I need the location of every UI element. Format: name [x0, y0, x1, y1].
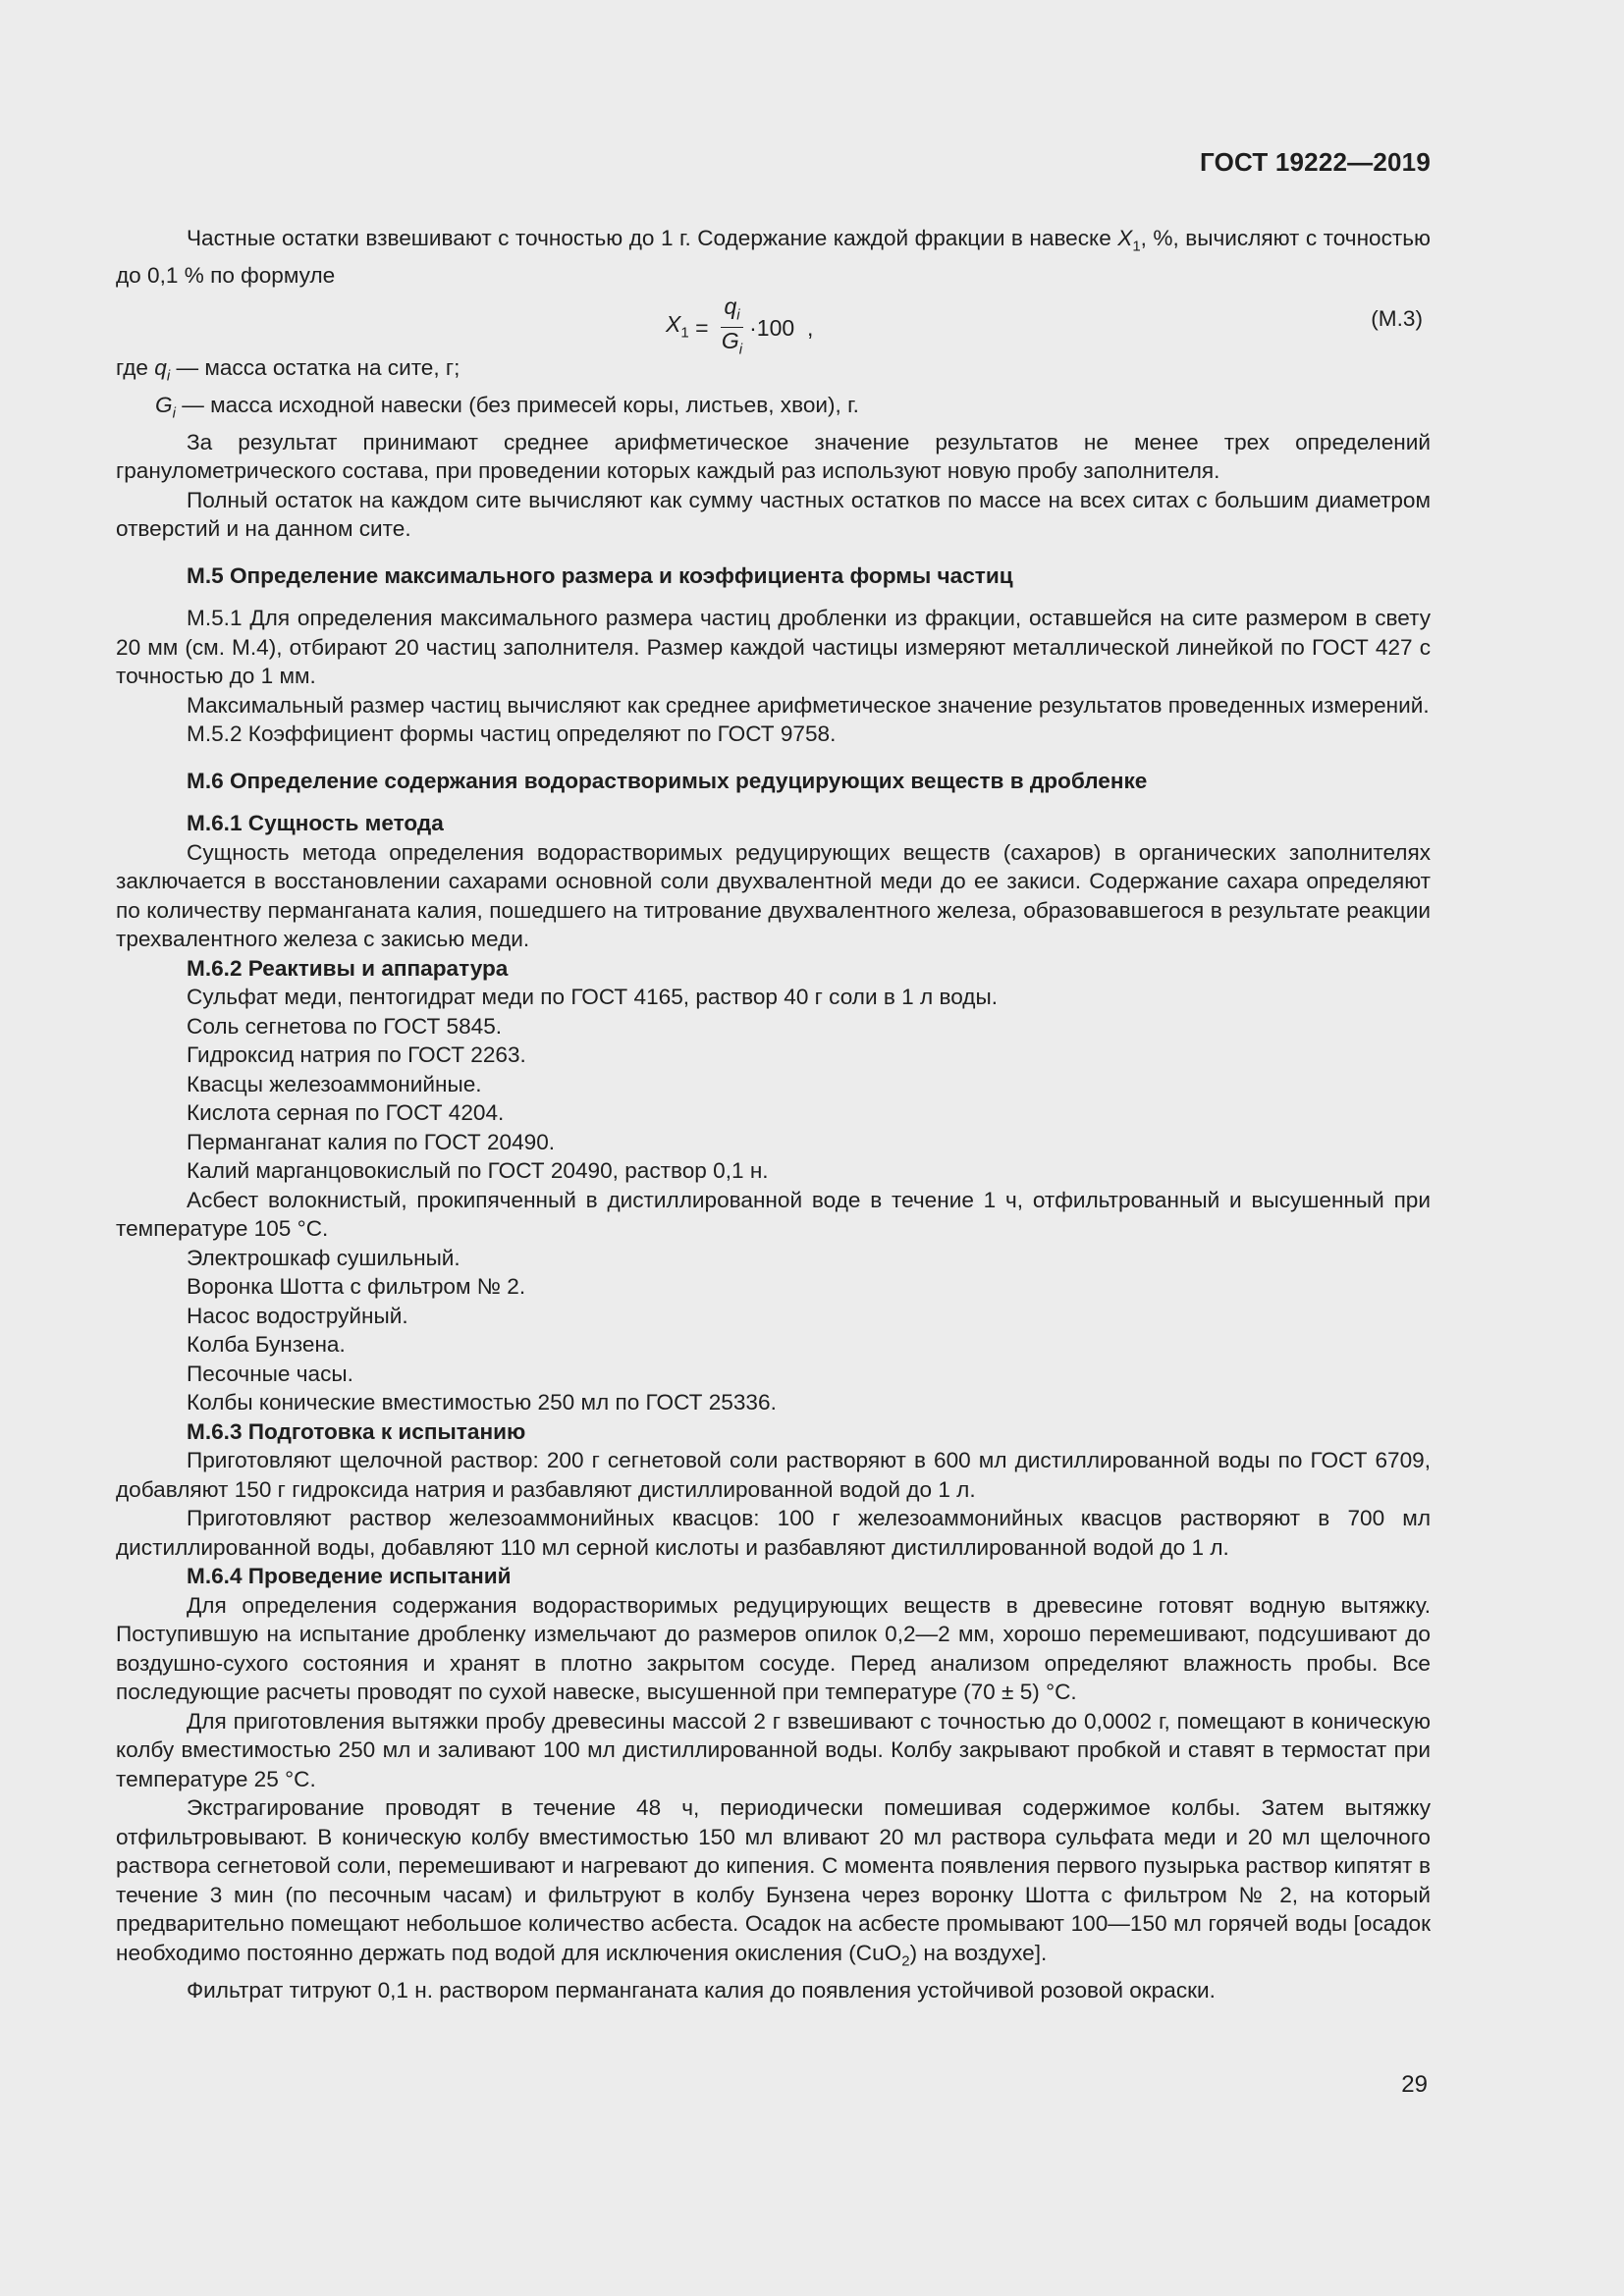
- paragraph: М.5.1 Для определения максимального размера частиц дробленки из фракции, оставшейся на сите размером в свету 20 мм (см. М.4), отбирают 20 частиц заполнителя. Размер каждой частицы измеряют металлической линейкой по ГОСТ 427 с точностью до 1 мм.: [116, 606, 1431, 689]
- list-item: Электрошкаф сушильный.: [187, 1245, 460, 1270]
- list-item: Колба Бунзена.: [187, 1332, 346, 1358]
- subsection-heading: М.6.4 Проведение испытаний: [187, 1564, 512, 1589]
- where-q: где $q_i$ — масса остатка на сите, г;: [116, 354, 460, 385]
- paragraph: Полный остаток на каждом сите вычисляют как сумму частных остатков по массе на всех ситах с большим диаметром отверстий и на данном сите.: [116, 487, 1431, 542]
- document-body: [116, 224, 1431, 2004]
- list-item: Насос водоструйный.: [187, 1303, 408, 1328]
- list-item: Соль сегнетова по ГОСТ 5845.: [187, 1013, 503, 1039]
- list-item: Песочные часы.: [187, 1361, 353, 1386]
- subsection-heading: М.6.1 Сущность метода: [187, 811, 444, 836]
- formula-number: (М.3): [1371, 305, 1423, 331]
- paragraph: М.5.2 Коэффициент формы частиц определяют по ГОСТ 9758.: [187, 721, 837, 747]
- subsection-heading: М.6.2 Реактивы и аппаратура: [187, 955, 509, 981]
- list-item: Гидроксид натрия по ГОСТ 2263.: [187, 1042, 526, 1068]
- list-item: Асбест волокнистый, прокипяченный в дистиллированной воде в течение 1 ч, отфильтрованный и высушенный при температуре 105 °C.: [116, 1187, 1431, 1242]
- paragraph: Для приготовления вытяжки пробу древесины массой 2 г взвешивают с точностью до 0,0002 г, помещают в коническую колбу вместимостью 250 мл и заливают 100 мл дистиллированной воды. Колбу закрывают пробкой и ставят в термостат при температуре 25 °C.: [116, 1708, 1431, 1791]
- section-heading-m6: М.6 Определение содержания водорастворимых редуцирующих веществ в дробленке: [187, 768, 1148, 793]
- list-item: Калий марганцовокислый по ГОСТ 20490, раствор 0,1 н.: [187, 1158, 769, 1184]
- section-heading-m5: М.5 Определение максимального размера и коэффициента формы частиц: [187, 562, 1013, 588]
- list-item: Перманганат калия по ГОСТ 20490.: [187, 1129, 556, 1154]
- list-item: Кислота серная по ГОСТ 4204.: [187, 1100, 505, 1126]
- paragraph: Для определения содержания водорастворимых редуцирующих веществ в древесине готовят водную вытяжку. Поступившую на испытание дробленку измельчают до размеров опилок 0,2—2 мм, хорошо перемешивают, подсушивают до воздушно-сухого состояния и хранят в плотно закрытом сосуде. Перед анализом определяют влажность пробы. Все последующие расчеты проводят по сухой навеске, высушенной при температуре (70 ± 5) °C.: [116, 1592, 1431, 1705]
- formula-m3: $X_1$ = $\frac{q_i}{G_i}$ ·100 , (М.3): [116, 291, 1431, 353]
- list-item: Колбы конические вместимостью 250 мл по ГОСТ 25336.: [187, 1390, 777, 1415]
- paragraph: Максимальный размер частиц вычисляют как среднее арифметическое значение результатов проведенных измерений.: [187, 692, 1430, 718]
- paragraph: Приготовляют раствор железоаммонийных квасцов: 100 г железоаммонийных квасцов растворяют в 700 мл дистиллированной воды, добавляют 110 мл серной кислоты и разбавляют дистиллированной водой до 1 л.: [116, 1506, 1431, 1560]
- list-item: Квасцы железоаммонийные.: [187, 1071, 482, 1096]
- subsection-heading: М.6.3 Подготовка к испытанию: [187, 1418, 526, 1444]
- list-item: Сульфат меди, пентогидрат меди по ГОСТ 4165, раствор 40 г соли в 1 л воды.: [187, 985, 998, 1010]
- formula-fraction: $\frac{q_i}{G_i}$: [721, 293, 743, 358]
- list-item: Воронка Шотта с фильтром № 2.: [187, 1274, 526, 1300]
- where-g: $G_i$ — масса исходной навески (без примесей коры, листьев, хвои), г.: [155, 392, 859, 422]
- paragraph: За результат принимают среднее арифметическое значение результатов не менее трех определений гранулометрического состава, при проведении которых каждый раз используют новую пробу заполнителя.: [116, 429, 1431, 484]
- page-number: 29: [1401, 2071, 1428, 2098]
- paragraph: Сущность метода определения водорастворимых редуцирующих веществ (сахаров) в органических заполнителях заключается в восстановлении сахарами основной соли двухвалентной меди до ее закиси. Содержание сахара определяют по количеству перманганата калия, пошедшего на титрование двухвалентного железа, образовавшегося в результате реакции трехвалентного железа с закисью меди.: [116, 839, 1431, 952]
- intro-paragraph: Частные остатки взвешивают с точностью до 1 г. Содержание каждой фракции в навеске $X_1$, %, вычисляют с точностью до 0,1 % по формуле: [116, 226, 1431, 289]
- paragraph: Фильтрат титруют 0,1 н. раствором перманганата калия до появления устойчивой розовой окраски.: [187, 1977, 1216, 2002]
- paragraph: Экстрагирование проводят в течение 48 ч, периодически помешивая содержимое колбы. Затем вытяжку отфильтровывают. В коническую колбу вместимостью 150 мл вливают 20 мл раствора сульфата меди и 20 мл щелочного раствора сегнетовой соли, перемешивают и нагревают до кипения. С момента появления первого пузырька раствор кипятят в течение 3 мин (по песочным часам) и фильтруют в колбу Бунзена через воронку Шотта с фильтром № 2, на который предварительно помещают небольшое количество асбеста. Осадок на асбесте промывают 100—150 мл горячей воды [осадок необходимо постоянно держать под водой для исключения окисления (CuO$_2$) на воздухе].: [116, 1795, 1431, 1970]
- standard-header: ГОСТ 19222—2019: [1200, 147, 1431, 177]
- paragraph: Приготовляют щелочной раствор: 200 г сегнетовой соли растворяют в 600 мл дистиллированной воды по ГОСТ 6709, добавляют 150 г гидроксида натрия и разбавляют дистиллированной водой до 1 л.: [116, 1448, 1431, 1502]
